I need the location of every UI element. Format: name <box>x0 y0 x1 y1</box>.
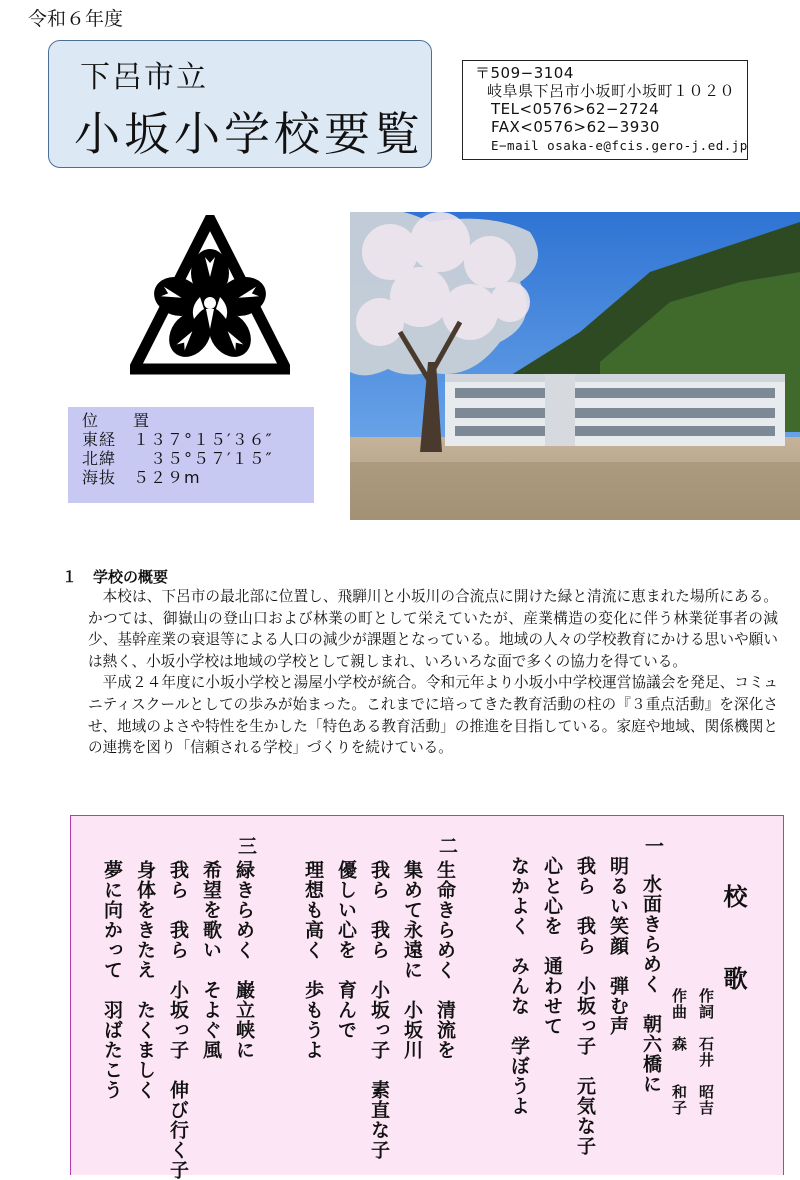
street-address: 岐阜県下呂市小坂町小坂町１０２０ <box>487 82 736 100</box>
lyric-line: 心と心を 通わせて <box>541 856 563 1036</box>
lyric-line: 水面きらめく 朝六橋に <box>640 874 662 1094</box>
lyric-line: 集めて永遠に 小坂川 <box>401 860 423 1060</box>
lyric-line: 優しい心を 育んで <box>335 860 357 1040</box>
lyric-line: 我ら 我ら 小坂っ子 伸び行く子 <box>167 860 189 1180</box>
song-title: 校歌 <box>719 884 747 1048</box>
altitude: 海抜 ５２９m <box>82 468 201 487</box>
lyric-line: 身体をきたえ たくましく <box>134 860 156 1100</box>
lyric-line: 夢に向かって 羽ばたこう <box>101 860 123 1100</box>
lyric-line: 明るい笑顔 弾む声 <box>607 856 629 1036</box>
title-city: 下呂市立 <box>80 60 208 95</box>
verse-number: 二 <box>436 836 458 855</box>
school-emblem-icon <box>130 215 290 377</box>
school-song-box <box>70 815 784 1180</box>
lyric-line: 緑きらめく 巌立峡に <box>233 860 255 1060</box>
section-title: 学校の概要 <box>93 568 169 586</box>
lyric-line: 生命きらめく 清流を <box>434 860 456 1060</box>
fiscal-year: 令和６年度 <box>28 8 124 30</box>
verse-number: 三 <box>235 836 257 855</box>
lyric-line: 我ら 我ら 小坂っ子 素直な子 <box>368 860 390 1160</box>
lyric-line: 希望を歌い そよぐ風 <box>200 860 222 1060</box>
section-number: １ <box>62 568 78 586</box>
lyric-line: 我ら 我ら 小坂っ子 元気な子 <box>574 856 596 1156</box>
position-heading: 位 置 <box>82 411 151 430</box>
section-heading <box>62 566 184 587</box>
address-box <box>462 60 748 160</box>
lyric-line: なかよく みんな 学ぼうよ <box>508 856 530 1116</box>
location-coordinates <box>68 407 314 503</box>
postal-code: 〒509−3104 <box>475 64 574 82</box>
page-title: 小坂小学校要覧 <box>74 107 424 161</box>
lyric-line: 理想も高く 歩もうよ <box>302 860 324 1060</box>
verse-number: 一 <box>642 836 664 855</box>
fax: FAX<0576>62−3930 <box>491 118 660 136</box>
song-composer: 作曲 森 和子 <box>670 988 688 1116</box>
school-photo <box>350 212 800 520</box>
telephone: TEL<0576>62−2724 <box>491 100 660 118</box>
overview-text <box>88 586 778 759</box>
longitude: 東経 １３７°１５′３６″ <box>82 430 273 449</box>
latitude: 北緯 ３５°５７′１５″ <box>82 449 273 468</box>
email: E−mail osaka-e@fcis.gero-j.ed.jp <box>491 138 748 153</box>
song-lyricist: 作詞 石井 昭吉 <box>697 988 715 1116</box>
overview-paragraph: 本校は、下呂市の最北部に位置し、飛騨川と小坂川の合流点に開けた緑と清流に恵まれた場所にある。かつては、御嶽山の登山口および林業の町として栄えていたが、産業構造の変化に伴う林業従事者の減少、基幹産業の衰退等による人口の減少が課題となっている。地域の人々の学校教育にかける思いや願いは熱く、小坂小学校は地域の学校として親しまれ、いろいろな面で多くの協力を得ている。 <box>88 588 778 670</box>
overview-paragraph: 平成２４年度に小坂小学校と湯屋小学校が統合。令和元年より小坂小中学校運営協議会を発足、コミュニティスクールとしての歩みが始まった。これまでに培ってきた教育活動の柱の『３重点活動』を深化させ、地域のよさや特性を生かした「特色ある教育活動」の推進を目指している。家庭や地域、関係機関との連携を図り「信頼される学校」づくりを続けている。 <box>88 674 778 757</box>
